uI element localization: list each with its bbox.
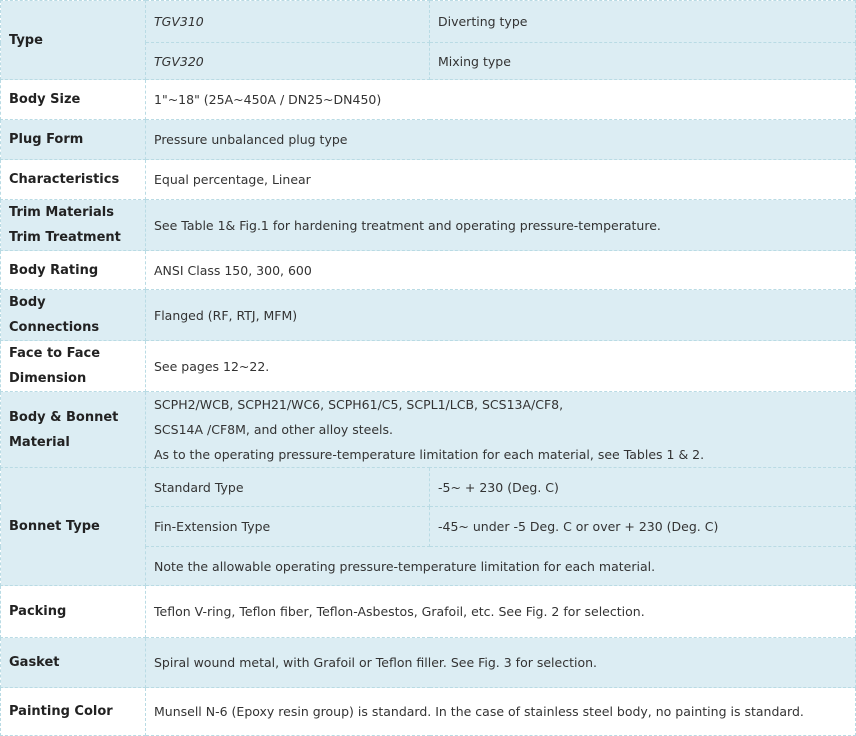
body-size-label: Body Size — [1, 80, 146, 120]
type-model-tgv310: TGV310 — [146, 1, 430, 43]
type-desc-mixing: Mixing type — [430, 43, 856, 80]
type-model-tgv320: TGV320 — [146, 43, 430, 80]
table-row-packing — [1, 586, 856, 638]
gasket-label: Gasket — [1, 638, 146, 688]
body-rating-label: Body Rating — [1, 251, 146, 290]
type-label: Type — [1, 1, 146, 80]
table-row-face-to-face — [1, 341, 856, 392]
packing-label: Packing — [1, 586, 146, 638]
body-bonnet-label-line-1: Body & Bonnet — [9, 409, 119, 425]
trim-value: See Table 1& Fig.1 for hardening treatment and operating pressure-temperature. — [146, 200, 856, 251]
body-bonnet-value — [146, 392, 856, 468]
painting-color-label: Painting Color — [1, 688, 146, 736]
plug-form-label: Plug Form — [1, 120, 146, 160]
bonnet-type-note: Note the allowable operating pressure-temperature limitation for each material. — [146, 547, 856, 586]
table-row-characteristics — [1, 160, 856, 200]
table-row-trim — [1, 200, 856, 251]
plug-form-value: Pressure unbalanced plug type — [146, 120, 856, 160]
face-to-face-label-line-2: Dimension — [9, 371, 87, 386]
table-row-bonnet-type — [1, 468, 856, 507]
table-row-type — [1, 1, 856, 43]
body-connections-label: Body Connections — [1, 290, 146, 341]
bonnet-type-standard-temp: -5~ + 230 (Deg. C) — [430, 468, 856, 507]
characteristics-label: Characteristics — [1, 160, 146, 200]
table-row-body-size — [1, 80, 856, 120]
trim-label-line-1: Trim Materials — [9, 205, 114, 220]
bonnet-type-fin-temp: -45~ under -5 Deg. C or over + 230 (Deg. C) — [430, 507, 856, 547]
painting-color-value: Munsell N-6 (Epoxy resin group) is standard. In the case of stainless steel body, no painting is standard. — [146, 688, 856, 736]
body-bonnet-value-line-2: SCS14A /CF8M, and other alloy steels. — [154, 422, 393, 437]
packing-value: Teflon V-ring, Teflon fiber, Teflon-Asbestos, Grafoil, etc. See Fig. 2 for selection. — [146, 586, 856, 638]
body-connections-value: Flanged (RF, RTJ, MFM) — [146, 290, 856, 341]
body-size-value: 1"~18" (25A~450A / DN25~DN450) — [146, 80, 856, 120]
table-row-painting-color — [1, 688, 856, 736]
table-row-gasket — [1, 638, 856, 688]
trim-label-line-2: Trim Treatment — [9, 230, 121, 245]
table-row-body-connections — [1, 290, 856, 341]
body-bonnet-label — [1, 392, 146, 468]
characteristics-value: Equal percentage, Linear — [146, 160, 856, 200]
trim-label — [1, 200, 146, 251]
body-bonnet-value-line-3: As to the operating pressure-temperature limitation for each material, see Tables 1 & 2. — [154, 447, 705, 462]
body-bonnet-value-line-1: SCPH2/WCB, SCPH21/WC6, SCPH61/C5, SCPL1/LCB, SCS13A/CF8, — [154, 397, 564, 412]
type-desc-diverting: Diverting type — [430, 1, 856, 43]
table-row-body-rating — [1, 251, 856, 290]
bonnet-type-fin-name: Fin-Extension Type — [146, 507, 430, 547]
face-to-face-label — [1, 341, 146, 392]
body-bonnet-label-line-2: Material — [9, 434, 70, 450]
table-row-plug-form — [1, 120, 856, 160]
face-to-face-value: See pages 12~22. — [146, 341, 856, 392]
body-rating-value: ANSI Class 150, 300, 600 — [146, 251, 856, 290]
gasket-value: Spiral wound metal, with Grafoil or Teflon filler. See Fig. 3 for selection. — [146, 638, 856, 688]
face-to-face-label-line-1: Face to Face — [9, 346, 101, 361]
bonnet-type-standard-name: Standard Type — [146, 468, 430, 507]
table-row-body-bonnet-material — [1, 392, 856, 468]
bonnet-type-label: Bonnet Type — [1, 468, 146, 586]
